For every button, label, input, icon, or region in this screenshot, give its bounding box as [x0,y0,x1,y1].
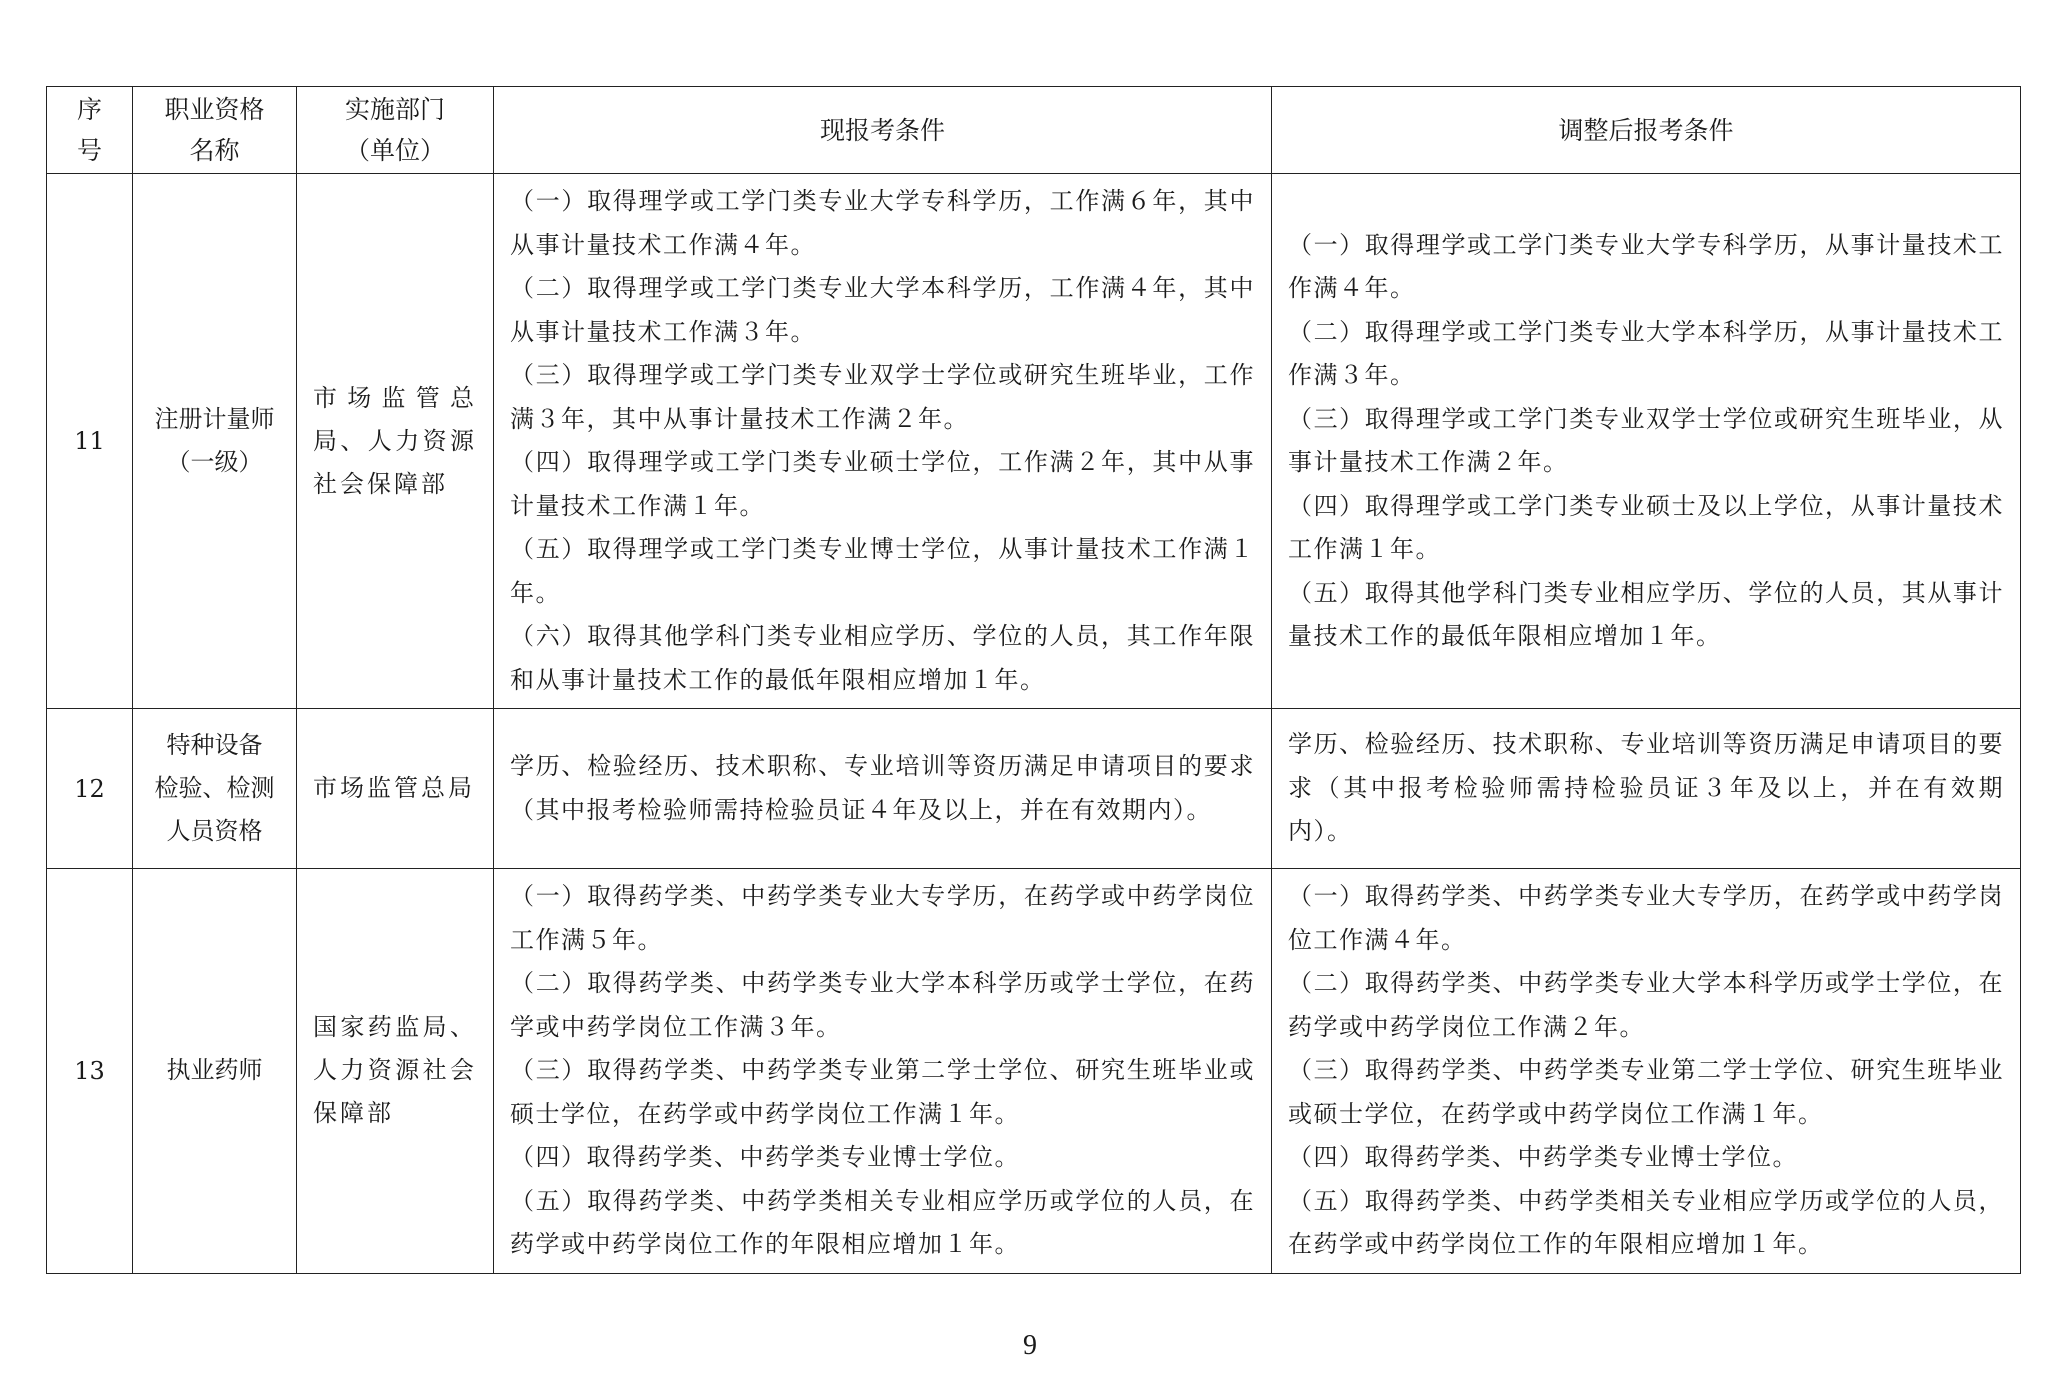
condition-item: （一）取得药学类、中药学类专业大专学历，在药学或中药学岗位工作满４年。 [1288,882,2004,954]
header-seq [47,87,133,174]
row-adjusted-conditions [1272,174,2021,709]
header-dept-line: （单位） [344,136,445,165]
condition-item: （四）取得药学类、中药学类专业博士学位。 [1288,1143,1798,1171]
name-line: （一级） [166,448,263,476]
row-adjusted-conditions [1272,869,2021,1274]
condition-item: （五）取得药学类、中药学类相关专业相应学历或学位的人员，在药学或中药学岗位工作的年限相应增加１年。 [510,1186,1255,1258]
header-dept-line: 实施部门 [344,95,445,124]
header-seq-line: 号 [76,136,102,165]
row-seq: 11 [47,174,133,709]
condition-item: （三）取得药学类、中药学类专业第二学士学位、研究生班毕业或硕士学位，在药学或中药学岗位工作满１年。 [1288,1056,2004,1128]
row-seq: 13 [47,869,133,1274]
table-row [47,869,2021,1274]
header-current-conditions: 现报考条件 [494,87,1272,174]
condition-item: 学历、检验经历、技术职称、专业培训等资历满足申请项目的要求（其中报考检验师需持检验员证３年及以上，并在有效期内）。 [1288,730,2004,846]
name-line: 注册计量师 [154,405,275,433]
table-row [47,174,2021,709]
condition-item: （四）取得理学或工学门类专业硕士学位，工作满２年，其中从事计量技术工作满１年。 [510,448,1255,520]
row-qualification-name [133,709,297,869]
row-adjusted-conditions [1272,709,2021,869]
row-current-conditions [494,174,1272,709]
row-department: 国家药监局、人力资源社会保障部 [297,869,494,1274]
table-header [47,87,2021,174]
condition-item: （五）取得其他学科门类专业相应学历、学位的人员，其从事计量技术工作的最低年限相应增加１年。 [1288,578,2004,650]
table-row [47,709,2021,869]
condition-item: （二）取得药学类、中药学类专业大学本科学历或学士学位，在药学或中药学岗位工作满２年。 [1288,969,2004,1041]
condition-item: （五）取得药学类、中药学类相关专业相应学历或学位的人员，在药学或中药学岗位工作的年限相应增加１年。 [1288,1186,2004,1258]
condition-item: （二）取得理学或工学门类专业大学本科学历，从事计量技术工作满３年。 [1288,317,2004,389]
conditions-table [46,86,2021,1274]
condition-item: （二）取得药学类、中药学类专业大学本科学历或学士学位，在药学或中药学岗位工作满３年。 [510,969,1255,1041]
condition-item: （一）取得理学或工学门类专业大学专科学历，从事计量技术工作满４年。 [1288,230,2004,302]
header-adjusted-conditions: 调整后报考条件 [1272,87,2021,174]
row-qualification-name [133,869,297,1274]
condition-item: 学历、检验经历、技术职称、专业培训等资历满足申请项目的要求（其中报考检验师需持检验员证４年及以上，并在有效期内）。 [510,752,1255,824]
condition-item: （一）取得药学类、中药学类专业大专学历，在药学或中药学岗位工作满５年。 [510,882,1255,954]
condition-item: （三）取得理学或工学门类专业双学士学位或研究生班毕业，工作满３年，其中从事计量技术工作满２年。 [510,361,1255,433]
name-line: 检验、检测 [154,774,275,802]
name-line: 特种设备 [166,731,263,759]
condition-item: （三）取得理学或工学门类专业双学士学位或研究生班毕业，从事计量技术工作满２年。 [1288,404,2004,476]
row-current-conditions [494,869,1272,1274]
condition-item: （四）取得药学类、中药学类专业博士学位。 [510,1143,1020,1171]
row-department: 市场监管总局 [297,709,494,869]
header-name-line: 职业资格 [164,95,265,124]
row-current-conditions [494,709,1272,869]
condition-item: （一）取得理学或工学门类专业大学专科学历，工作满６年，其中从事计量技术工作满４年。 [510,187,1255,259]
name-line: 执业药师 [166,1056,263,1085]
condition-item: （四）取得理学或工学门类专业硕士及以上学位，从事计量技术工作满１年。 [1288,491,2004,563]
row-seq: 12 [47,709,133,869]
condition-item: （六）取得其他学科门类专业相应学历、学位的人员，其工作年限和从事计量技术工作的最低年限相应增加１年。 [510,622,1255,694]
page-number: 9 [1023,1330,1037,1361]
header-seq-line: 序 [76,95,102,124]
header-name-line: 名称 [189,136,240,165]
row-department: 市场监管总局、人力资源社会保障部 [297,174,494,709]
row-qualification-name [133,174,297,709]
header-department [297,87,494,174]
header-row [47,87,2021,174]
header-qualification-name [133,87,297,174]
condition-item: （三）取得药学类、中药学类专业第二学士学位、研究生班毕业或硕士学位，在药学或中药学岗位工作满１年。 [510,1056,1255,1128]
condition-item: （五）取得理学或工学门类专业博士学位，从事计量技术工作满１年。 [510,535,1255,607]
table-body [47,174,2021,1274]
condition-item: （二）取得理学或工学门类专业大学本科学历，工作满４年，其中从事计量技术工作满３年。 [510,274,1255,346]
name-line: 人员资格 [166,817,263,845]
